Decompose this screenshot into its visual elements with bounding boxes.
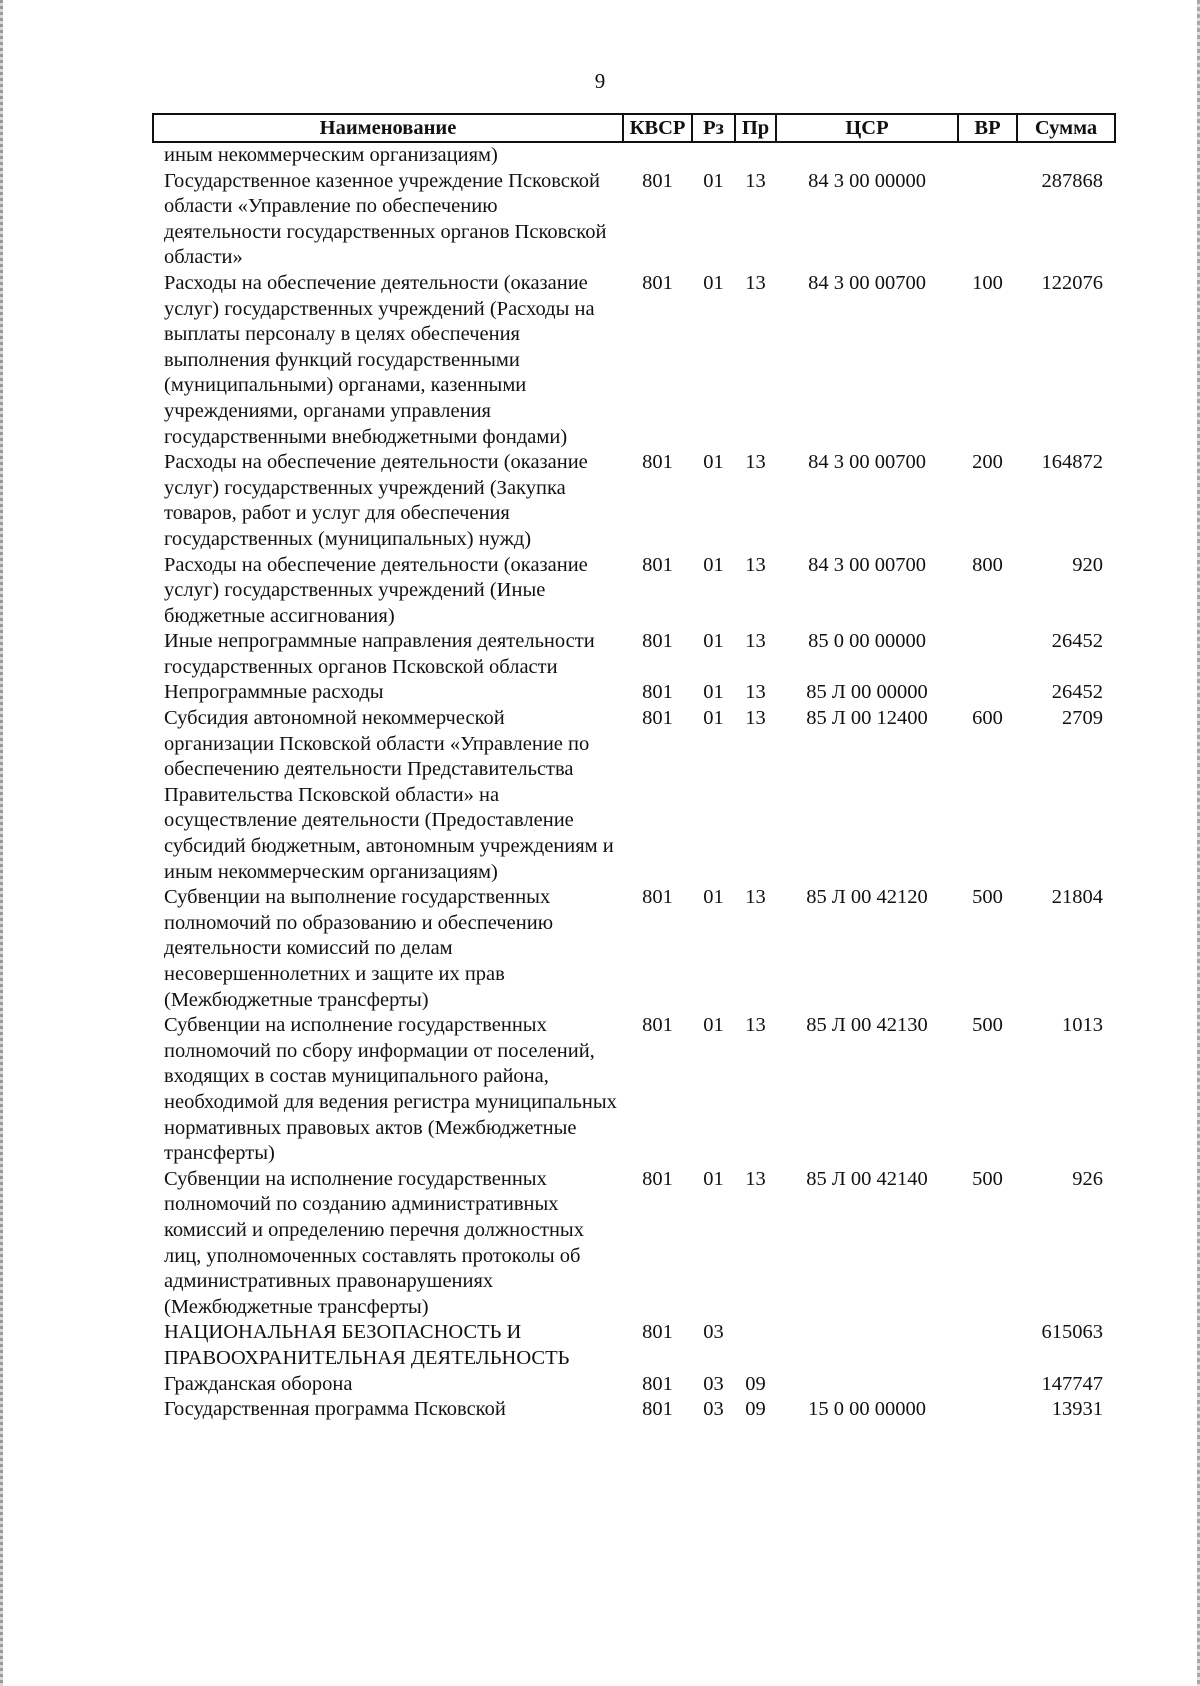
cell-csr: 85 0 00 00000 [808,630,926,653]
cell-csr: 85 Л 00 42140 [806,1167,928,1190]
cell-rz: 03 [703,1398,724,1421]
header-name: Наименование [153,114,623,142]
budget-table [152,113,1116,1423]
cell-kvsr: 801 [642,271,673,294]
cell-csr: 85 Л 00 12400 [806,707,928,730]
table-row [153,1013,1115,1167]
cell-vr [958,169,1017,271]
cell-name: Расходы на обеспечение деятельности (оказание услуг) государственных учреждений (Расходы на выплаты персоналу в целях обеспечения выполнения функций государственными (муниципальными) органами, казенными учреждениями, органами управления государственными внебюджетными фондами) [164,271,595,448]
cell-pr: 13 [745,707,766,730]
cell-csr: 15 0 00 00000 [808,1398,926,1421]
cell-name: иным некоммерческим организациям) [164,144,498,166]
cell-rz: 03 [703,1321,724,1344]
cell-pr: 09 [745,1372,766,1395]
page-number: 9 [594,69,606,93]
cell-sum: 920 [1072,553,1103,576]
cell-kvsr: 801 [642,1372,673,1395]
cell-csr [776,1320,958,1371]
header-pr: Пр [735,114,776,142]
table-row [153,1397,1115,1423]
cell-sum: 13931 [1051,1398,1103,1421]
cell-pr: 13 [745,681,766,704]
cell-csr [776,1372,958,1398]
cell-kvsr: 801 [642,630,673,653]
cell-pr: 13 [745,1167,766,1190]
cell-pr: 13 [745,451,766,474]
cell-rz: 01 [703,1167,724,1190]
cell-kvsr: 801 [642,681,673,704]
cell-vr [958,680,1017,706]
header-csr: ЦСР [776,114,958,142]
cell-rz: 01 [703,169,724,192]
table-row [153,680,1115,706]
cell-kvsr: 801 [642,1398,673,1421]
cell-name: Субвенции на выполнение государственных полномочий по образованию и обеспечению деятельности комиссий по делам несовершеннолетних и защите их прав (Межбюджетные трансферты) [164,886,554,1011]
cell-rz: 03 [703,1372,724,1395]
cell-vr [958,1397,1017,1423]
cell-kvsr: 801 [642,169,673,192]
cell-rz: 01 [703,681,724,704]
cell-sum [1017,142,1115,169]
cell-name: НАЦИОНАЛЬНАЯ БЕЗОПАСНОСТЬ И ПРАВООХРАНИТЕЛЬНАЯ ДЕЯТЕЛЬНОСТЬ [164,1321,570,1369]
cell-csr: 84 3 00 00000 [808,169,926,192]
cell-kvsr: 801 [642,707,673,730]
table-row [153,271,1115,450]
cell-sum: 147747 [1041,1372,1103,1395]
table-row [153,1167,1115,1321]
cell-pr [735,1320,776,1371]
cell-csr: 84 3 00 00700 [808,271,926,294]
table-header [153,114,1115,142]
cell-sum: 2709 [1062,707,1103,730]
cell-rz [692,142,735,169]
cell-csr: 84 3 00 00700 [808,553,926,576]
header-rz: Рз [692,114,735,142]
cell-name: Непрограммные расходы [164,681,384,704]
cell-vr [958,1372,1017,1398]
cell-csr: 85 Л 00 42130 [806,1014,928,1037]
cell-name: Субсидия автономной некоммерческой организации Псковской области «Управление по обеспечению деятельности Представительства Правительства Псковской области» на осуществление деятельности (Предоставление субсидий бюджетным, автономным учреждениям и иным некоммерческим организациям) [164,707,614,883]
cell-csr: 84 3 00 00700 [808,451,926,474]
cell-vr [958,629,1017,680]
cell-kvsr: 801 [642,451,673,474]
cell-pr: 13 [745,169,766,192]
header-vr: ВР [958,114,1017,142]
table-body [153,142,1115,1423]
cell-rz: 01 [703,451,724,474]
cell-pr: 09 [745,1398,766,1421]
cell-pr: 13 [745,271,766,294]
cell-kvsr: 801 [642,1167,673,1190]
cell-vr: 500 [972,886,1003,909]
table-row [153,706,1115,885]
cell-rz: 01 [703,553,724,576]
cell-rz: 01 [703,271,724,294]
table-row [153,169,1115,271]
cell-kvsr: 801 [642,886,673,909]
table-row [153,885,1115,1013]
cell-name: Государственное казенное учреждение Псковской области «Управление по обеспечению деятельности государственных органов Псковской области» [164,169,607,269]
table-row [153,1372,1115,1398]
cell-csr [776,142,958,169]
table-row [153,450,1115,552]
table-row [153,629,1115,680]
cell-sum: 615063 [1041,1321,1103,1344]
cell-name: Расходы на обеспечение деятельности (оказание услуг) государственных учреждений (Закупка товаров, работ и услуг для обеспечения государственных (муниципальных) нужд) [164,451,588,550]
cell-kvsr: 801 [642,553,673,576]
cell-pr [735,142,776,169]
cell-sum: 926 [1072,1167,1103,1190]
cell-csr: 85 Л 00 42120 [806,886,928,909]
cell-vr: 100 [972,271,1003,294]
cell-rz: 01 [703,707,724,730]
cell-name: Субвенции на исполнение государственных полномочий по созданию административных комиссий и определению перечня должностных лиц, уполномоченных составлять протоколы об административных правонарушениях (Межбюджетные трансферты) [164,1167,584,1318]
cell-name: Субвенции на исполнение государственных полномочий по сбору информации от поселений, входящих в состав муниципального района, необходимой для ведения регистра муниципальных нормативных правовых актов (Межбюджетные трансферты) [164,1014,617,1165]
table-row [153,553,1115,630]
cell-sum: 26452 [1051,681,1103,704]
cell-rz: 01 [703,1014,724,1037]
cell-name: Расходы на обеспечение деятельности (оказание услуг) государственных учреждений (Иные бюджетные ассигнования) [164,553,588,627]
header-sum: Сумма [1017,114,1115,142]
cell-csr: 85 Л 00 00000 [806,681,928,704]
cell-kvsr [623,142,692,169]
cell-vr: 200 [972,451,1003,474]
cell-pr: 13 [745,886,766,909]
cell-rz: 01 [703,886,724,909]
cell-vr: 600 [972,707,1003,730]
cell-sum: 122076 [1041,271,1103,294]
cell-vr: 800 [972,553,1003,576]
cell-name: Гражданская оборона [164,1372,353,1395]
cell-rz: 01 [703,630,724,653]
cell-pr: 13 [745,553,766,576]
table-row [153,142,1115,169]
cell-sum: 1013 [1062,1014,1103,1037]
cell-pr: 13 [745,630,766,653]
cell-kvsr: 801 [642,1321,673,1344]
cell-vr: 500 [972,1167,1003,1190]
cell-kvsr: 801 [642,1014,673,1037]
cell-pr: 13 [745,1014,766,1037]
cell-sum: 287868 [1041,169,1103,192]
cell-vr: 500 [972,1014,1003,1037]
scan-left-edge [0,0,3,1686]
cell-name: Государственная программа Псковской [164,1398,506,1421]
cell-sum: 26452 [1051,630,1103,653]
cell-sum: 164872 [1041,451,1103,474]
cell-sum: 21804 [1051,886,1103,909]
table-row [153,1320,1115,1371]
cell-vr [958,142,1017,169]
cell-name: Иные непрограммные направления деятельности государственных органов Псковской области [164,630,595,678]
cell-vr [958,1320,1017,1371]
header-kvsr: КВСР [623,114,692,142]
